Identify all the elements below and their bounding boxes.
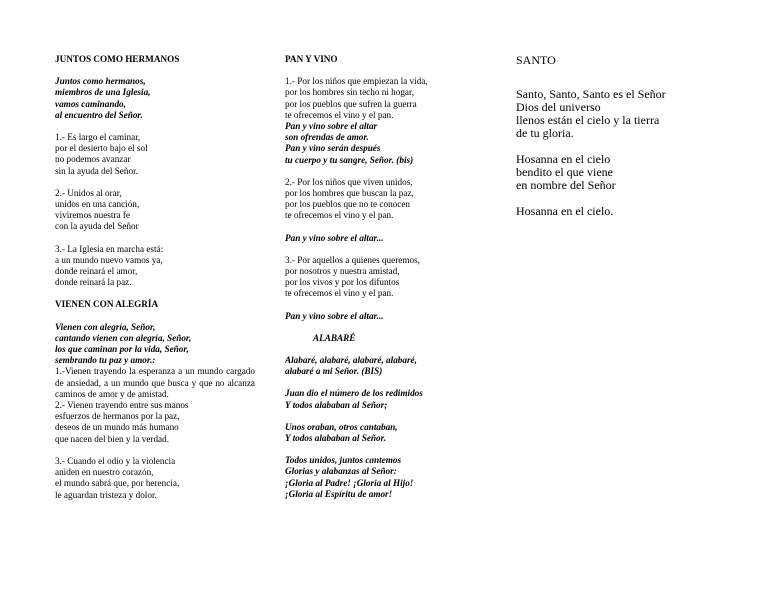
column-santo [516,54,746,231]
song-title-vienen-con-alegria: VIENEN CON ALEGRÍA [55,299,159,310]
song-title-juntos-como-hermanos: JUNTOS COMO HERMANOS [55,54,180,64]
verse-alabare-3: Todos unidos, juntos cantemos Glorias y alabanzas al Señor: ¡Gloria al Padre! ¡Gloria al Hijo! ¡Gloria al Espíritu de amor! [285,455,414,499]
chorus-pan-repeat-2: Pan y vino sobre el altar... [285,310,384,321]
verse-alabare-1: Juan dio el número de los redimidos Y todos alababan al Señor; [285,388,423,410]
verse-juntos-2: 2.- Unidos al orar, unidos en una canción, viviremos nuestra fe con la ayuda del Señor [55,187,140,232]
song-title-pan-y-vino: PAN Y VINO [285,54,338,64]
chorus-alabare: Alabaré, alabaré, alabaré, alabaré, alabaré a mi Señor. (BIS) [285,355,417,377]
song-title-santo: SANTO [516,53,556,67]
stanza-santo-2: Hosanna en el cielo bendito el que viene en nombre del Señor [516,152,616,192]
verse-juntos-3: 3.- La Iglesia en marcha está: a un mundo nuevo vamos ya, donde reinará el amor, donde reinará la paz. [55,243,164,288]
song-title-alabare: ALABARÉ [313,332,356,343]
verse-vienen-1: 1.-Vienen trayendo la esperanza a un mundo cargado de ansiedad, a un mundo que busca y que no alcanza caminos de amor y de amistad. [55,366,255,399]
verse-pan-1: 1.- Por los niños que empiezan la vida, por los hombres sin techo ni hogar, por los pueblos que sufren la guerra te ofrecemos el vino y el pan. [285,76,428,120]
verse-vienen-3: 3.- Cuando el odio y la violencia aniden en nuestro corazón, el mundo sabrá que, por herencia, le aguardan tristeza y dolor. [55,455,180,500]
verse-pan-3: 3.- Por aquellos a quienes queremos, por nosotros y nuestra amistad, por los vivos y por los difuntos te ofrecemos el vino y el pan. [285,254,420,299]
chorus-pan: Pan y vino sobre el altar son ofrendas de amor. Pan y vino serán después tu cuerpo y tu sangre, Señor. (bis) [285,121,414,165]
column-pan-alabare [285,54,485,511]
column-juntos-vienen [55,54,255,512]
verse-juntos-1: 1.- Es largo el caminar, por el desierto bajo el sol no podemos avanzar sin la ayuda del Señor. [55,132,148,176]
stanza-santo-3: Hosanna en el cielo. [516,204,614,218]
chorus-juntos: Juntos como hermanos, miembros de una Iglesia, vamos caminando, al encuentro del Señor. [55,76,151,120]
verse-pan-2: 2.- Por los niños que viven unidos, por los hombres que buscan la paz, por los pueblos que no te conocen te ofrecemos el vino y el pan. [285,176,414,221]
verse-alabare-2: Unos oraban, otros cantaban, Y todos alababan al Señor. [285,421,398,444]
chorus-pan-repeat-1: Pan y vino sobre el altar... [285,232,384,243]
verse-vienen-2: 2.- Vienen trayendo entre sus manos esfuerzos de hermanos por la paz, deseos de un mundo más humano que nacen del bien y la verdad. [55,400,189,444]
stanza-santo-1: Santo, Santo, Santo es el Señor Dios del universo llenos están el cielo y la tierra de tu gloria. [516,87,666,140]
chorus-vienen: Vienen con alegría, Señor, cantando vienen con alegría, Señor, los que caminan por la vida, Señor, sembrando tu paz y amor.: [55,321,192,366]
